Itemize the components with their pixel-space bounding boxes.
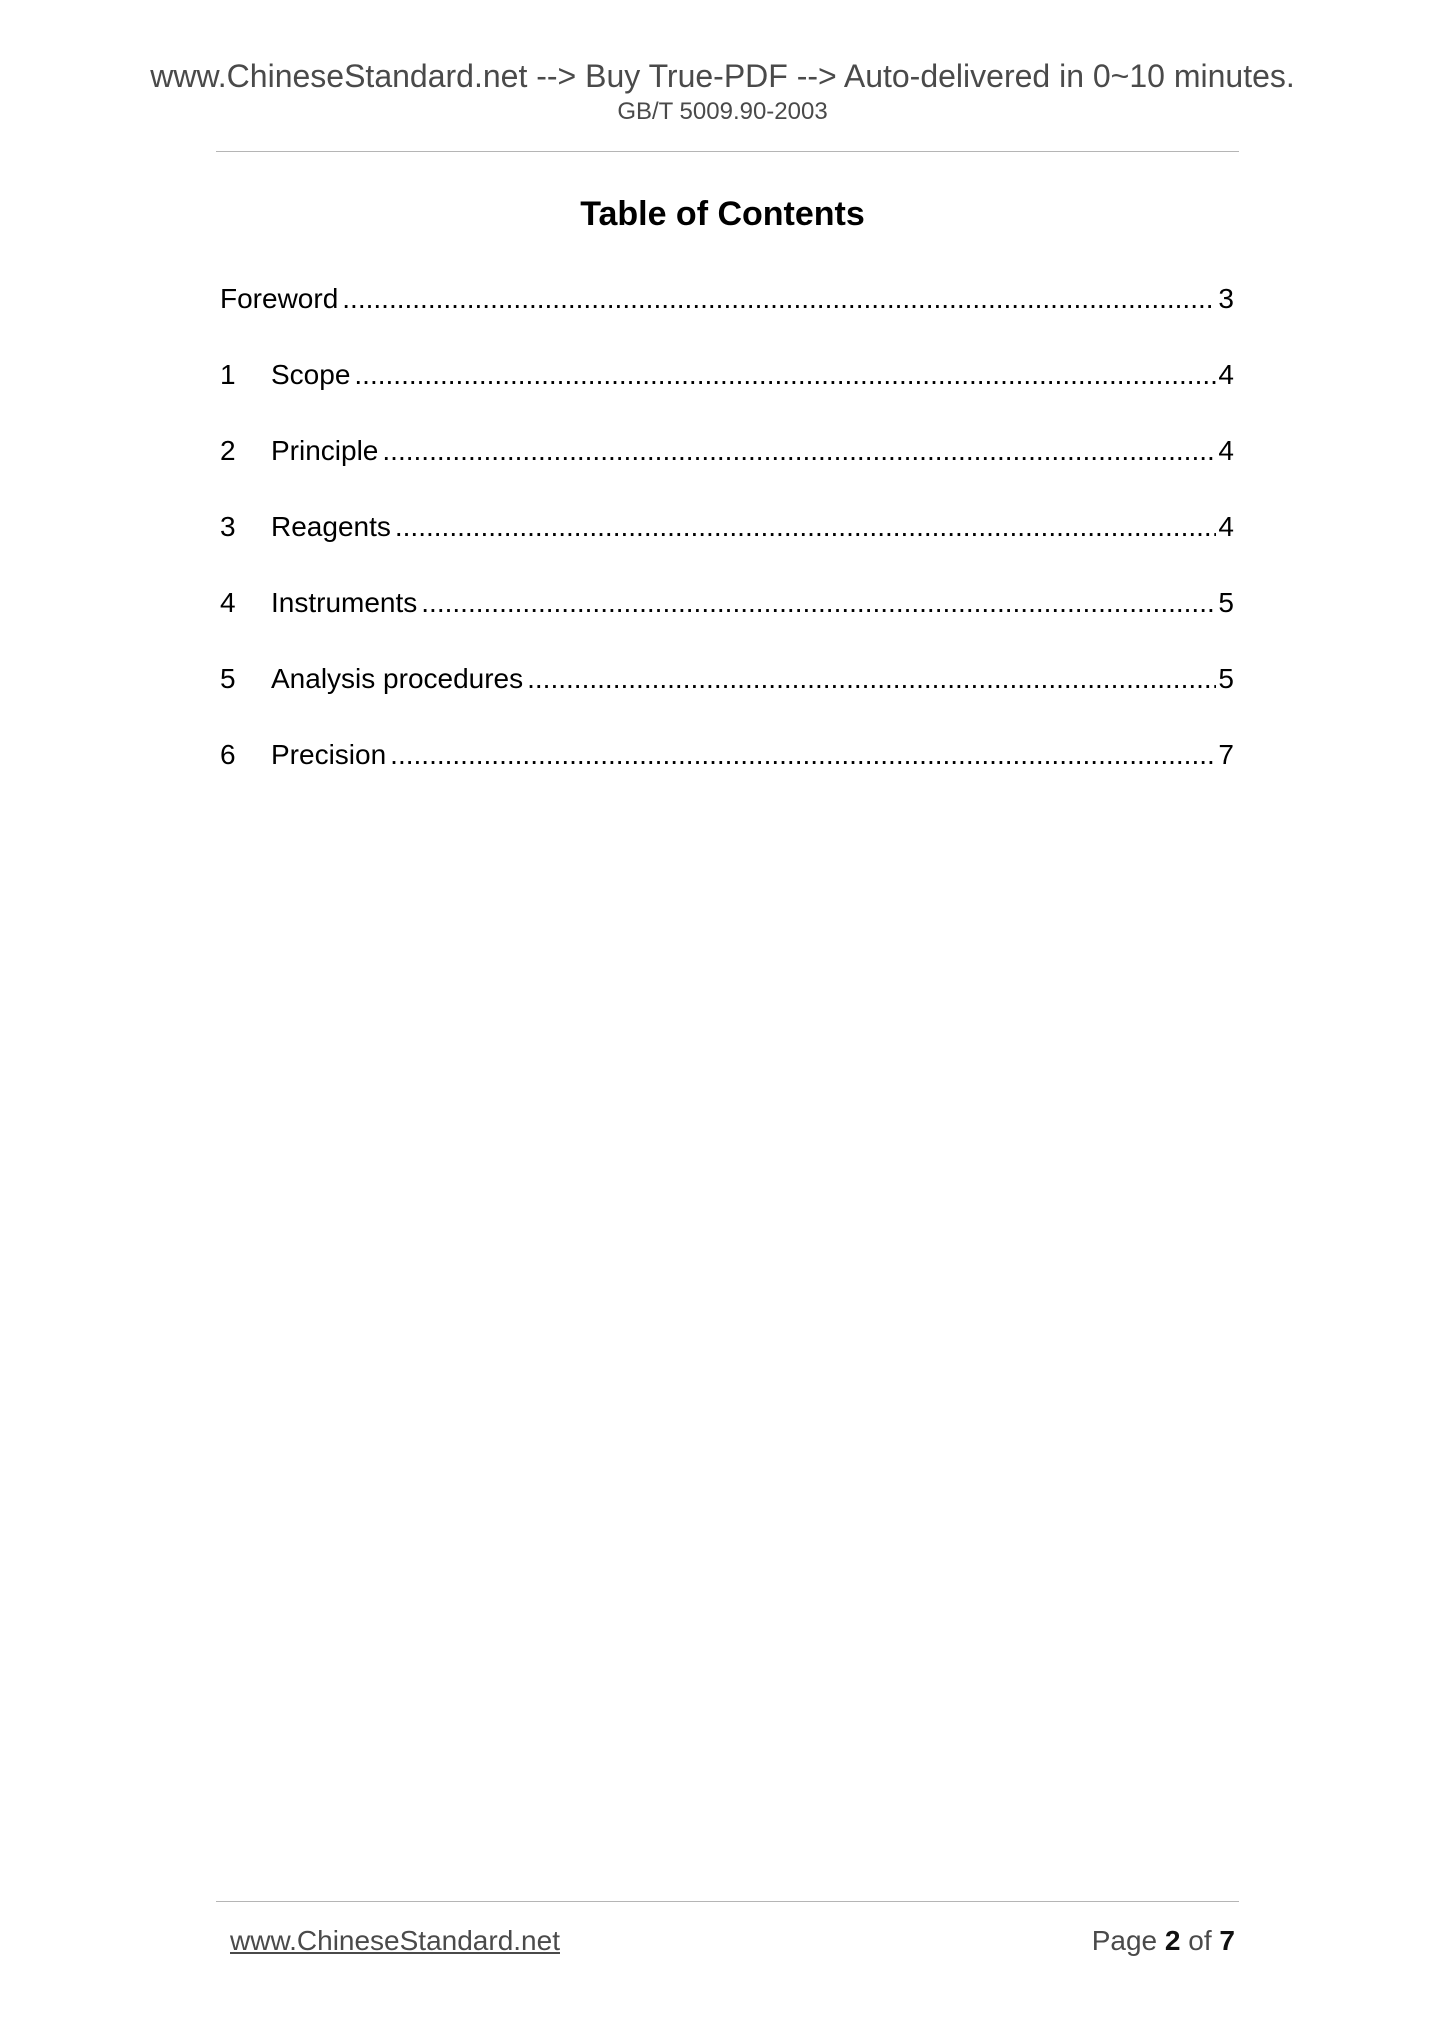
page-header — [0, 56, 1445, 128]
toc-entry-page: 4 — [1218, 511, 1234, 542]
toc-entry-number: 3 — [220, 511, 236, 542]
header-promo-text: www.ChineseStandard.net --> Buy True-PDF --> Auto-delivered in 0~10 minutes. — [150, 58, 1295, 94]
toc-entry-page: 3 — [1218, 283, 1234, 314]
toc-entry-page: 4 — [1218, 359, 1234, 390]
toc-entry-label: Principle — [271, 435, 379, 466]
page-indicator — [1092, 1923, 1235, 1959]
toc-entry-page: 4 — [1218, 435, 1234, 466]
toc-entry-precision[interactable] — [220, 736, 1234, 774]
toc-entry-scope[interactable] — [220, 356, 1234, 394]
toc-entry-label: Scope — [271, 359, 351, 390]
toc-entry-principle[interactable] — [220, 432, 1234, 470]
toc-entry-number: 6 — [220, 739, 236, 770]
toc-entry-foreword[interactable] — [220, 280, 1234, 318]
toc-dot-leader — [421, 584, 1216, 622]
total-page-number: 7 — [1219, 1925, 1235, 1956]
toc-entry-label: Foreword — [220, 283, 339, 314]
toc-entry-analysis-procedures[interactable] — [220, 660, 1234, 698]
toc-dot-leader — [395, 508, 1217, 546]
toc-list — [220, 280, 1234, 812]
current-page-number: 2 — [1164, 1925, 1181, 1956]
toc-entry-number: 2 — [220, 435, 236, 466]
page-prefix: Page — [1091, 1925, 1158, 1956]
toc-dot-leader — [527, 660, 1216, 698]
toc-entry-label: Precision — [271, 739, 387, 770]
toc-entry-label: Analysis procedures — [271, 663, 524, 694]
toc-title: Table of Contents — [580, 195, 865, 233]
toc-dot-leader — [342, 280, 1216, 318]
header-divider — [216, 151, 1239, 152]
toc-entry-number: 4 — [220, 587, 236, 618]
toc-entry-label: Reagents — [271, 511, 391, 542]
footer-divider — [216, 1901, 1239, 1902]
toc-entry-label: Instruments — [271, 587, 418, 618]
footer-site-link[interactable]: www.ChineseStandard.net — [230, 1925, 560, 1956]
page-of: of — [1188, 1925, 1212, 1956]
toc-entry-page: 5 — [1218, 587, 1234, 618]
toc-dot-leader — [390, 736, 1216, 774]
toc-dot-leader — [354, 356, 1216, 394]
toc-entry-reagents[interactable] — [220, 508, 1234, 546]
toc-dot-leader — [382, 432, 1216, 470]
toc-entry-number: 1 — [220, 359, 236, 390]
standard-number: GB/T 5009.90-2003 — [617, 98, 828, 125]
toc-entry-page: 5 — [1218, 663, 1234, 694]
toc-entry-page: 7 — [1218, 739, 1234, 770]
toc-entry-instruments[interactable] — [220, 584, 1234, 622]
toc-entry-number: 5 — [220, 663, 236, 694]
